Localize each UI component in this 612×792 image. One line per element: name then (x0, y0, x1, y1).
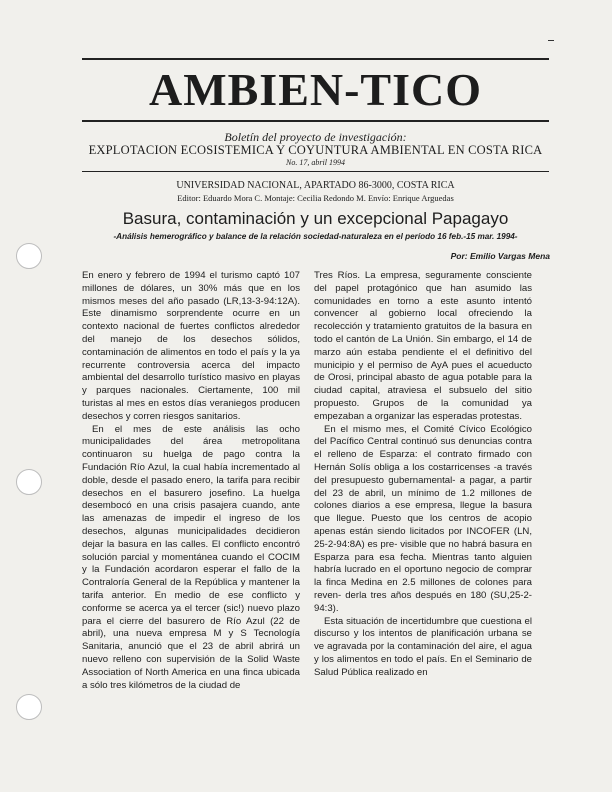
masthead-rule (82, 120, 549, 122)
paragraph: En el mes de este análisis las ocho municipalidades del área metropolitana continuaron su huelga de pago contra la Fundación Río Azul, la cual había incrementado al doble, desde el pasado enero, la tarifa para recibir desechos en el basurero josefino. La huelga desembocó en una crisis pasajera cuando, ante las amenazas de impedir el ingreso de los desechos, algunas municipalidades decidieron dejar la basura en las calles. El conflicto encontró solución parcial y momentánea cuando el COCIM y la Fundación acordaron esperar el fallo de la Contraloría General de la República y mantener la tarifa anterior. En medio de ese conflicto y conforme se acerca ya el tercer (sic!) nuevo plazo para el cierre del basurero de Río Azul (22 de abril), una nueva empresa M y S Tecnología Sanitaria, anunció que el 23 de abril abrirá un nuevo relleno con supervisión de la Solid Waste Association of North America en una finca ubicada a sólo tres kilómetros de la ciudad de (82, 423, 300, 691)
punch-hole-top (16, 243, 42, 269)
article-title: Basura, contaminación y un excepcional Papagayo (122, 209, 509, 228)
issue-date: No. 17, abril 1994 (286, 158, 345, 167)
masthead-title: AMBIEN-TICO (148, 64, 483, 115)
punch-hole-bottom (16, 694, 42, 720)
university-address: UNIVERSIDAD NACIONAL, APARTADO 86-3000, COSTA RICA (176, 180, 455, 191)
paragraph: Esta situación de incertidumbre que cuestiona el discurso y los intentos de planificación urbana se ve agravada por la contaminación del aire, el agua y los alimentos en todo el país. En el Seminario de Salud Pública realizado en (314, 615, 532, 678)
punch-hole-middle (16, 469, 42, 495)
article-subtitle: -Análisis hemerográfico y balance de la relación sociedad-naturaleza en el período 16 feb.-15 mar. 1994- (113, 232, 518, 241)
project-title: EXPLOTACION ECOSISTEMICA Y COYUNTURA AMBIENTAL EN COSTA RICA (88, 143, 543, 157)
article-byline: Por: Emilio Vargas Mena (450, 251, 550, 261)
paragraph: Tres Ríos. La empresa, seguramente consciente del papel protagónico que han asumido las comunidades en torno a este asunto intentó convencer al gobierno local ofreciendo la recolección y tratamiento gratuitos de la basura en todo el cantón de La Unión. Sin embargo, el 14 de marzo aún estaba pendiente el el definitivo del municipio y el permiso de AyA pues el acueducto de Orosi, principal abasto de agua potable para la ciudad capital, atraviesa el subsuelo del sitio propuesto. Grupos de la comunidad ya empezaban a organizar las esperadas protestas. (314, 270, 532, 422)
article-column-right (314, 270, 532, 678)
project-label: Boletín del proyecto de investigación: (224, 130, 407, 144)
article-column-left (82, 270, 300, 691)
header-rule (82, 171, 549, 172)
top-rule (82, 58, 549, 60)
editorial-credits: Editor: Eduardo Mora C. Montaje: Cecilia Redondo M. Envío: Enrique Arguedas (177, 193, 454, 203)
paragraph: En enero y febrero de 1994 el turismo captó 107 millones de dólares, un 30% más que en los mismos meses del año pasado (LR,13-3-94:12A). Este dinamismo sorprendente ocurre en un contexto nacional de fuertes conflictos alrededor del manejo de los desechos sólidos, contaminación de alimentos en todo el país y la ya recurrente controversia acerca del impacto ambiental del desarrollo turístico masivo en playas y parques nacionales. Ciertamente, 100 mil turistas al mes en estos días veraniegos producen desechos y corren riesgos sanitarios. (82, 270, 300, 422)
paragraph: En el mismo mes, el Comité Cívico Ecológico del Pacífico Central continuó sus denuncias contra el relleno de Esparza: el contrato firmado con Hernán Solís obliga a los costarricenses -a través del presupuesto gubernamental- a pagar, a partir del 23 de abril, un mínimo de 1.2 millones de colones diarios a ese empresa, llegue la basura que llegue. Puesto que los centros de acopio apenas están siendo licitados por INCOFER (LN, 25-2-94:8A) es pre- visible que no habrá basura en Esparza para esa fecha. Mientras tanto alguien habría lucrado en el oportuno negocio de comprar la finca Medina en 2.5 millones de colones para reven- derla tres años después en 180 (SU,25-2-94:3). (314, 423, 532, 614)
corner-mark (548, 40, 554, 41)
